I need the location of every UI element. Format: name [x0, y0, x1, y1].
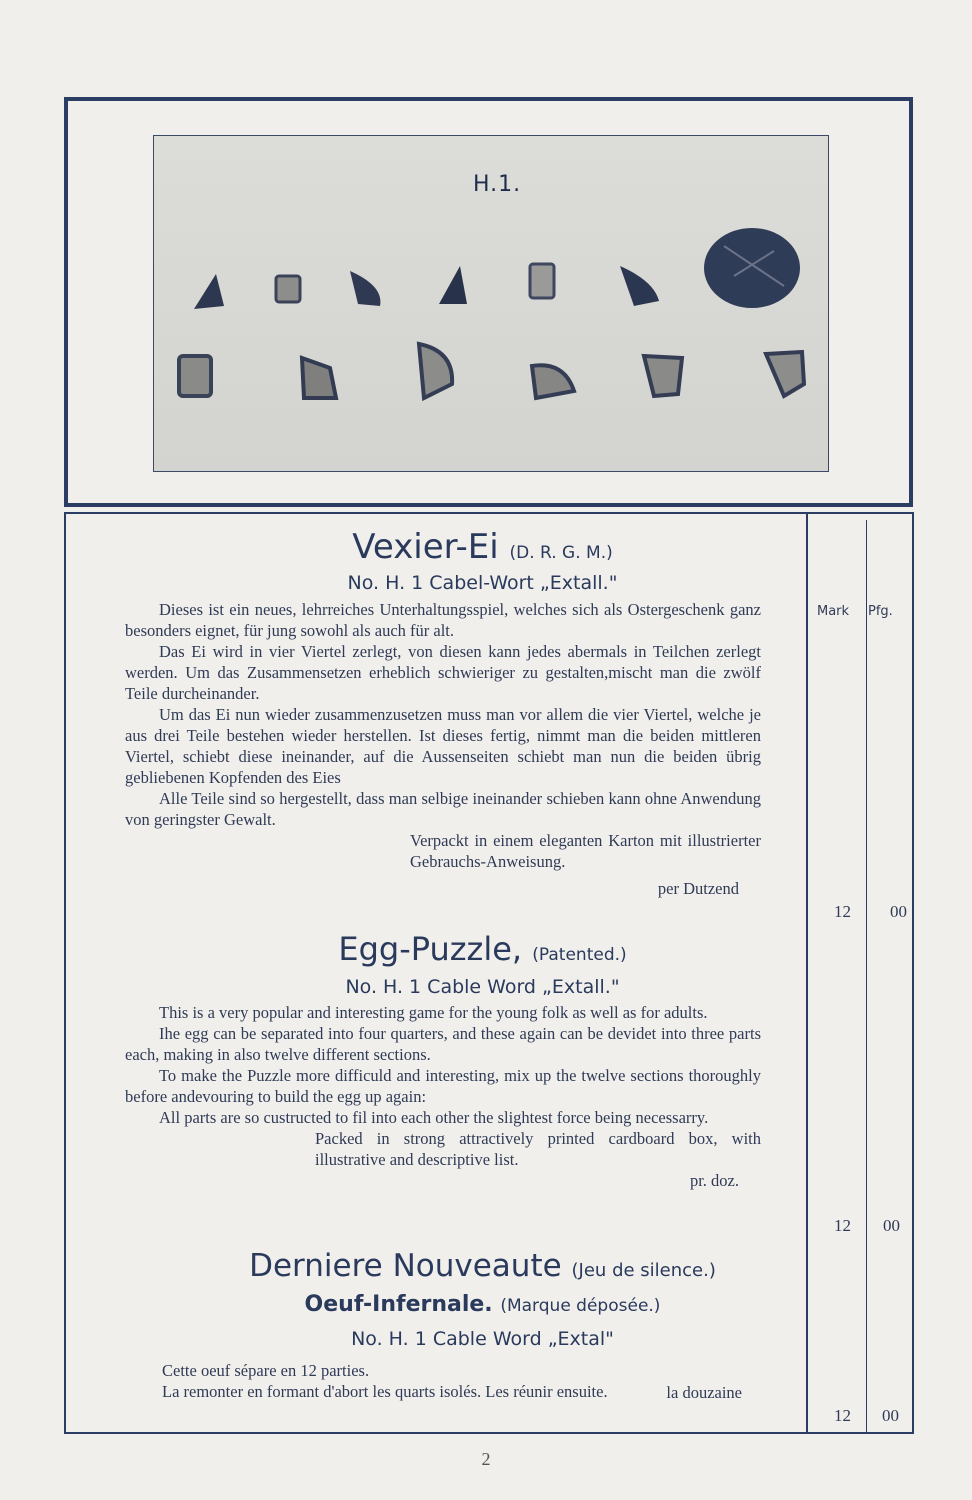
section2-unit: pr. doz.	[689, 1171, 739, 1190]
table-top-rule	[64, 512, 914, 514]
egg-piece	[302, 358, 336, 398]
egg-piece	[194, 274, 224, 309]
egg-piece	[644, 356, 682, 396]
egg-piece	[766, 352, 804, 396]
section3-subtitle2-note: (Marque déposée.)	[500, 1296, 661, 1316]
pfg-column-header: Pfg.	[868, 604, 893, 619]
table-left-rule	[64, 512, 66, 1434]
section3-subtitle: No. H. 1 Cable Word „Extal"	[351, 1328, 614, 1350]
section3-unit: la douzaine	[666, 1383, 742, 1402]
egg-piece	[276, 276, 300, 302]
section2-title-text: Egg-Puzzle,	[338, 930, 523, 968]
whole-egg	[704, 228, 800, 308]
egg-piece	[530, 264, 554, 298]
section2-subtitle: No. H. 1 Cable Word „Extall."	[345, 976, 620, 998]
table-bottom-border	[64, 1432, 914, 1434]
section1-body	[125, 599, 761, 899]
section3-subtitle2-text: Oeuf-Infernale.	[304, 1292, 493, 1317]
egg-piece	[532, 365, 574, 398]
section3-body	[128, 1360, 764, 1403]
egg-piece	[419, 344, 452, 398]
section1-paragraph: Um das Ei nun wieder zusammenzusetzen muss man vor allem die vier Viertel, welche je aus drei Teile bestehen wieder herstellen. Ist dieses fertig, nimmt man die beiden mittleren Viertel, schiebt diese ineinander, auf die Aussenseiten schiebt man nun die beiden übrig gebliebenen Kopfenden des Eies	[125, 705, 761, 787]
section1-title-note: (D. R. G. M.)	[509, 543, 613, 563]
section2-paragraph: All parts are so custructed to fil into each other the slightest force being necessarry.	[159, 1108, 709, 1127]
section3-title-note: (Jeu de silence.)	[571, 1260, 716, 1281]
section2-paragraph: Ihe egg can be separated into four quarters, and these again can be devidet into three parts each, making in also twelve different sections.	[125, 1024, 761, 1064]
egg-piece	[439, 266, 467, 304]
section2-title-note: (Patented.)	[532, 945, 627, 965]
table-right-rule	[912, 512, 914, 1434]
section2-body	[125, 1002, 761, 1191]
section1-title-text: Vexier-Ei	[352, 527, 499, 567]
section3-title	[80, 1248, 885, 1284]
section1-paragraph: Dieses ist ein neues, lehrreiches Unterhaltungsspiel, welches sich als Ostergeschenk ganz besonders eignet, für jung sowohl als auch für alt.	[125, 600, 761, 640]
section2-title	[80, 930, 885, 968]
section1-unit: per Dutzend	[657, 879, 739, 898]
section1-packing: Verpackt in einem eleganten Karton mit illustrierter Gebrauchs-Anweisung.	[410, 831, 761, 871]
section2-packing: Packed in strong attractively printed cardboard box, with illustrative and descriptive list.	[315, 1129, 761, 1169]
section1-title	[80, 527, 885, 567]
section3-title-text: Derniere Nouveaute	[249, 1248, 562, 1284]
egg-piece	[620, 266, 659, 306]
section2-price-pfg: 00	[883, 1216, 900, 1235]
section2-paragraph: This is a very popular and interesting game for the young folk as well as for adults.	[159, 1003, 708, 1022]
egg-piece	[350, 271, 380, 306]
section3-subtitle2	[80, 1292, 885, 1317]
section3-price-pfg: 00	[882, 1406, 899, 1425]
section1-price-pfg: 00	[890, 902, 907, 921]
photo-label: H.1.	[473, 172, 522, 197]
section3-paragraph: La remonter en formant d'abort les quarts isolés. Les réunir ensuite.	[162, 1382, 608, 1401]
section2-price-mark: 12	[834, 1216, 851, 1235]
section1-paragraph: Das Ei wird in vier Viertel zerlegt, von diesen kann jedes abermals in Teilchen zerlegt werden. Um das Zusammensetzen erheblich schwieriger zu gestalten,mischt man die zwölf Teile durcheinander.	[125, 642, 761, 703]
egg-piece	[179, 356, 211, 396]
section1-price-mark: 12	[834, 902, 851, 921]
section1-paragraph: Alle Teile sind so hergestellt, dass man selbige ineinander schieben kann ohne Anwendung von geringster Gewalt.	[125, 789, 761, 829]
mark-column-header: Mark	[817, 604, 850, 619]
page-number: 2	[481, 1449, 491, 1469]
section1-subtitle: No. H. 1 Cabel-Wort „Extall."	[347, 572, 618, 594]
section2-paragraph: To make the Puzzle more difficuld and interesting, mix up the twelve sections thoroughly before andevouring to build the egg up again:	[125, 1066, 761, 1106]
section3-paragraph: Cette oeuf sépare en 12 parties.	[162, 1361, 370, 1380]
section3-price-mark: 12	[834, 1406, 851, 1425]
